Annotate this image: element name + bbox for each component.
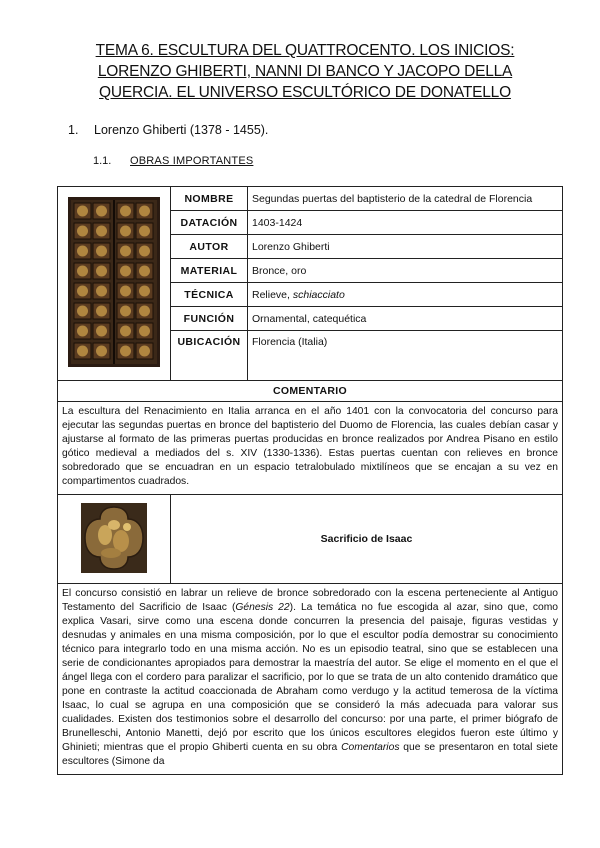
artwork-fact-table — [57, 186, 563, 775]
door-relief-quatrefoil — [96, 326, 107, 337]
door-relief-quatrefoil — [120, 306, 131, 317]
door-relief-quatrefoil — [120, 326, 131, 337]
p2-italic-b: Comentarios — [341, 742, 400, 753]
door-relief-quatrefoil — [96, 346, 107, 357]
door-relief-quatrefoil — [77, 206, 88, 217]
door-relief-quatrefoil — [139, 326, 150, 337]
p2-italic-a: Génesis 22 — [235, 602, 290, 613]
door-relief-quatrefoil — [120, 286, 131, 297]
door-relief-quatrefoil — [77, 266, 88, 277]
door-relief-quatrefoil — [77, 306, 88, 317]
door-relief-quatrefoil — [96, 266, 107, 277]
door-relief-quatrefoil — [139, 346, 150, 357]
p2-text-c: que se presentaron en total siete escultores (Simone da — [62, 742, 559, 767]
sacrifice-of-isaac-relief-image — [81, 503, 147, 573]
section-label: Lorenzo Ghiberti (1378 - 1455). — [94, 123, 269, 137]
field-label: DATACIÓN — [171, 211, 248, 235]
title-line-1: TEMA 6. ESCULTURA DEL QUATTROCENTO. LOS INICIOS: — [95, 42, 515, 59]
tecnica-value: Relieve, — [252, 288, 293, 301]
door-relief-quatrefoil — [77, 326, 88, 337]
field-label: NOMBRE — [171, 187, 248, 211]
door-relief-quatrefoil — [96, 246, 107, 257]
field-value: Segundas puertas del baptisterio de la catedral de Florencia — [248, 187, 563, 211]
door-relief-quatrefoil — [139, 206, 150, 217]
field-value: Lorenzo Ghiberti — [248, 235, 563, 259]
subsection-label: OBRAS IMPORTANTES — [130, 155, 254, 167]
door-relief-quatrefoil — [77, 346, 88, 357]
door-relief-quatrefoil — [120, 206, 131, 217]
concurso-paragraph — [58, 584, 563, 775]
door-relief-quatrefoil — [139, 266, 150, 277]
subsection-number: 1.1. — [93, 155, 112, 167]
door-relief-quatrefoil — [139, 286, 150, 297]
tecnica-italic: schiacciato — [292, 288, 345, 301]
field-value — [248, 283, 563, 307]
title-line-3: QUERCIA. EL UNIVERSO ESCULTÓRICO DE DONATELLO — [99, 84, 511, 101]
door-relief-quatrefoil — [139, 226, 150, 237]
field-label: AUTOR — [171, 235, 248, 259]
door-relief-quatrefoil — [77, 246, 88, 257]
subsection-heading-1-1 — [93, 155, 253, 167]
comentario-paragraph: La escultura del Renacimiento en Italia arranca en el año 1401 con la convocatoria del concurso para ejecutar las segundas puertas en bronce del baptisterio del Duomo de Florencia, las cuales debían casar y ajustarse al formato de las primeras puertas producidas en bronce realizados por Andrea Pisano en estilo gótico medieval a mediados del s. XIV (1330-1336). Estas puertas cuentan con relieves en bronce sobredorado que se encuadran en un espacio tetralobulado mixtilíneos que se encajan a su vez en compartimentos cuadrados. — [58, 402, 563, 495]
door-relief-quatrefoil — [120, 246, 131, 257]
p2-text-b: ). La temática no fue escogida al azar, sino que, como explica Vasari, sirve como una escena donde concurren la presencia del paisaje, figuras vestidas y desnudas y animales en una misma composición, por lo que el escultor podía demostrar su conocimiento técnico para integrarlo todo en una misma acción. No es un episodio teatral, sino que se establecen una serie de condicionantes apropiados para demostrar la maestría del autor. Se elige el momento en el que el ángel llega con el cordero para paralizar el sacrificio, por lo que se trata de un alto contenido dramático que pone en contraste la actitud coaccionada de Abraham como verdugo y la actitud temerosa de la víctima Isaac, lo cual se agrupa en una composición que se consideró la más adecuada para valorar sus cualidades. Existen dos testimonios sobre el desarrollo del concurso: por una parte, el primer biógrafo de Brunelleschi, Antonio Manetti, dejó por escrito que los únicos escultores elegidos fueron este último y Ghinieti; mientras que el propio Ghiberti cuenta en su obra — [62, 602, 558, 753]
field-value: Florencia (Italia) — [248, 331, 563, 381]
section-number: 1. — [68, 123, 79, 137]
door-image-cell — [58, 187, 171, 381]
door-relief-quatrefoil — [139, 306, 150, 317]
baptistery-doors-image — [68, 197, 160, 367]
relief-image-cell — [58, 495, 171, 584]
field-value: Bronce, oro — [248, 259, 563, 283]
door-relief-quatrefoil — [120, 226, 131, 237]
door-relief-quatrefoil — [77, 286, 88, 297]
door-relief-quatrefoil — [96, 226, 107, 237]
section-heading-1 — [68, 123, 268, 137]
comentario-heading: COMENTARIO — [58, 381, 563, 402]
document-title — [60, 40, 550, 103]
door-relief-quatrefoil — [77, 226, 88, 237]
door-relief-quatrefoil — [120, 346, 131, 357]
field-label: TÉCNICA — [171, 283, 248, 307]
field-value: Ornamental, catequética — [248, 307, 563, 331]
title-line-2: LORENZO GHIBERTI, NANNI DI BANCO Y JACOPO DELLA — [97, 63, 513, 80]
door-relief-quatrefoil — [139, 246, 150, 257]
door-relief-quatrefoil — [96, 306, 107, 317]
field-label: MATERIAL — [171, 259, 248, 283]
p2-text-a: El concurso consistió en labrar un relieve de bronce sobredorado con la escena perteneciente al Antiguo Testamento del Sacrificio de Isaac ( — [62, 588, 558, 613]
door-relief-quatrefoil — [96, 206, 107, 217]
field-label: FUNCIÓN — [171, 307, 248, 331]
door-relief-quatrefoil — [96, 286, 107, 297]
field-label: UBICACIÓN — [171, 331, 248, 381]
relief-title: Sacrificio de Isaac — [171, 495, 563, 584]
door-relief-quatrefoil — [120, 266, 131, 277]
field-value: 1403-1424 — [248, 211, 563, 235]
